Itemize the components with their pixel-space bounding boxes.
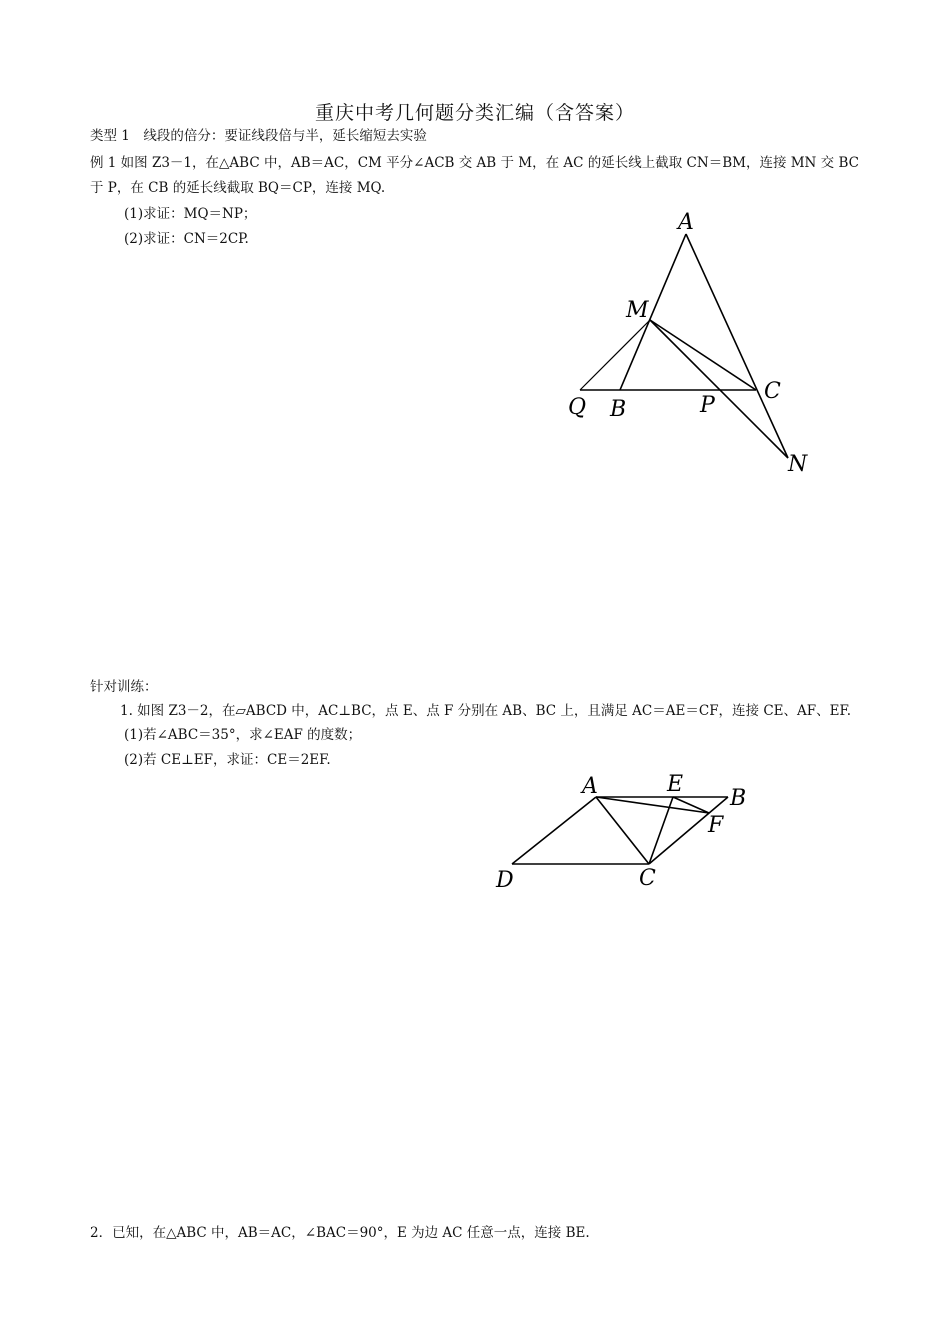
problem1-question1: (1)若∠ABC＝35°，求∠EAF 的度数； [124,727,362,743]
example1-question1: (1)求证：MQ＝NP； [124,206,257,222]
figure1-label-p: P [700,393,715,418]
figure1-label-q: Q [568,395,587,420]
example1-question2: (2)求证：CN＝2CP. [124,231,249,247]
figure1-label-m: M [626,298,649,323]
training-heading: 针对训练： [90,679,158,695]
figure1-label-a: A [678,210,694,235]
figure2-lines [512,797,728,864]
figure1-label-n: N [788,452,808,477]
segment-ad [512,797,596,864]
type1-heading: 类型 1 线段的倍分：要证线段倍与半，延长缩短去实验 [90,128,427,144]
example1-line1: 例 1 如图 Z3－1，在△ABC 中，AB＝AC，CM 平分∠ACB 交 AB 于 M，在 AC 的延长线上截取 CN＝BM，连接 MN 交 BC [90,155,859,171]
problem2-intro: 2．已知，在△ABC 中，AB＝AC，∠BAC＝90°，E 为边 AC 任意一点，连接 BE. [90,1225,590,1241]
figure1-label-b: B [610,397,627,422]
page-title: 重庆中考几何题分类汇编（含答案） [314,102,635,124]
problem1-question2: (2)若 CE⊥EF，求证：CE＝2EF. [124,752,331,768]
figure2-label-a: A [582,774,598,799]
segment-ac [596,797,649,864]
figure2-label-f: F [708,813,724,838]
problem1-intro: 1. 如图 Z3－2，在▱ABCD 中，AC⊥BC，点 E、点 F 分别在 AB、BC 上，且满足 AC＝AE＝CF，连接 CE、AF、EF. [120,703,852,719]
figure1-label-c: C [764,379,781,404]
figure2-label-e: E [667,772,684,797]
example1-line2: 于 P，在 CB 的延长线截取 BQ＝CP，连接 MQ. [90,180,386,196]
figure2-label-d: D [496,868,514,893]
figure2-label-c: C [639,866,656,891]
figure2-label-b: B [730,786,747,811]
